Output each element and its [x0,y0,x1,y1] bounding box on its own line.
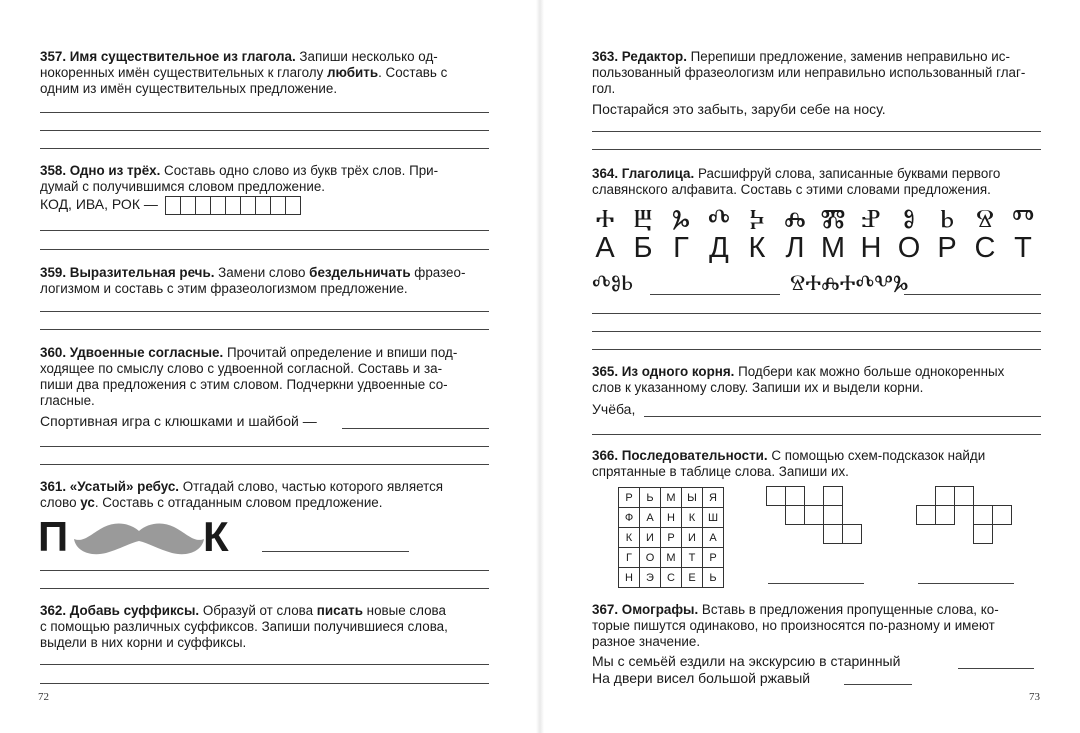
answer-line[interactable] [40,683,489,684]
answer-line[interactable] [40,249,489,250]
exercise-text: спрятанные в таблице слова. Запиши их. [592,464,849,479]
cyrillic-letter: К [748,232,766,264]
exercise-362 [40,603,489,651]
glagolitic-letter: Ⰽ [749,203,765,233]
letter-box[interactable] [240,196,256,215]
exercise-title: Редактор. [621,49,687,64]
exercise-363 [592,49,1041,97]
letter-boxes-row [40,196,301,215]
answer-blank[interactable] [918,583,1014,584]
cyrillic-letter: А [595,232,615,264]
letter-box[interactable] [165,196,181,215]
exercise-357 [40,49,489,97]
glagolitic-letter: Ⰴ [707,203,731,233]
glagolitic-row [586,203,1042,235]
exercise-text: пользованный фразеологизм или неправильно использованный глаг- [592,65,1026,80]
answer-blank[interactable] [342,428,489,429]
exercise-text: слов к указанному слову. Запиши их и выдели корни. [592,380,924,395]
grid-cell[interactable]: Ы [682,488,703,508]
root-word: Учёба, [592,401,636,417]
grid-cell[interactable]: А [703,528,724,548]
sentence-to-edit: Постарайся это забыть, заруби себе на носу. [592,101,886,117]
exercise-text: Составь одно слово из букв трёх слов. При- [160,163,439,178]
cyrillic-letter: О [897,232,921,264]
exercise-number: 359. [40,265,67,280]
sentence-1: Мы с семьёй ездили на экскурсию в старинный [592,653,901,669]
rebus-letter-right: К [203,513,229,560]
grid-cell[interactable]: А [640,508,661,528]
grid-row [619,528,724,548]
cyrillic-letter: Д [709,232,729,264]
grid-cell[interactable]: Р [703,548,724,568]
grid-cell[interactable]: Т [682,548,703,568]
exercise-title: Выразительная речь. [69,265,215,280]
answer-line[interactable] [40,230,489,231]
glagolitic-word-2: ⰔⰀⰎⰀⰄⰂⰃ [790,270,909,295]
exercise-360 [40,345,489,409]
glagolitic-letter: Ⰾ [784,203,806,233]
cyrillic-letter: Т [1014,232,1032,264]
answer-blank[interactable] [262,551,409,552]
letter-box[interactable] [270,196,286,215]
exercise-359 [40,265,489,297]
cyrillic-letter: Н [860,232,882,264]
exercise-title: Последовательности. [621,448,768,463]
answer-line[interactable] [592,313,1041,314]
grid-cell[interactable]: М [661,488,682,508]
exercise-number: 360. [40,345,67,360]
letter-box[interactable] [195,196,211,215]
exercise-text: фразео- [410,265,466,280]
answer-line[interactable] [40,664,489,665]
cyrillic-row [586,232,1042,265]
exercise-text: Запиши несколько од- [295,49,438,64]
letter-box[interactable] [255,196,271,215]
grid-cell[interactable]: К [682,508,703,528]
answer-line[interactable] [40,112,489,113]
answer-line[interactable] [40,148,489,149]
exercise-title: Удвоенные согласные. [69,345,224,360]
glagolitic-letter: Ⱃ [939,203,955,233]
key-word: бездельничать [309,265,411,280]
glagolitic-letter: Ⰳ [671,203,691,233]
grid-cell[interactable]: Э [640,568,661,588]
exercise-number: 361. [40,479,67,494]
grid-cell[interactable]: Ь [640,488,661,508]
exercise-text: С помощью схем-подсказок найди [767,448,986,463]
exercise-text: Расшифруй слова, записанные буквами первого [694,166,1001,181]
grid-row [619,568,724,588]
exercise-title: Из одного корня. [621,364,735,379]
exercise-number: 364. [592,166,619,181]
glagolitic-letter: Ⱀ [861,203,881,233]
exercise-366 [592,448,1041,480]
glagolitic-letter: Ⰰ [595,203,615,233]
answer-blank[interactable] [768,583,864,584]
cyrillic-letter: Л [785,232,805,264]
letter-box[interactable] [210,196,226,215]
exercise-text: логизмом и составь с этим фразеологизмом предложение. [40,281,408,296]
grid-cell[interactable]: Н [661,508,682,528]
grid-cell[interactable]: Е [682,568,703,588]
grid-cell[interactable]: С [661,568,682,588]
exercise-text: . Составь с [378,65,448,80]
exercise-title: Одно из трёх. [69,163,161,178]
page-number: 73 [1029,691,1040,703]
exercise-text: гол. [592,81,616,96]
letter-boxes[interactable] [166,196,301,215]
grid-cell[interactable]: Ф [619,508,640,528]
grid-row [619,488,724,508]
glagolitic-letter: Ⱅ [1012,203,1034,233]
exercise-title: Добавь суффиксы. [69,603,200,618]
exercise-text: Вставь в предложения пропущенные слова, ко- [698,602,999,617]
glagolitic-word-1: ⰄⰑⰓ [592,270,634,295]
exercise-text: выдели в них корни и суффиксы. [40,635,247,650]
exercise-text: думай с получившимся словом предложение. [40,179,326,194]
cyrillic-letter: М [820,232,846,264]
glagolitic-letter: Ⱁ [902,203,916,233]
exercise-number: 358. [40,163,67,178]
sentence-2: На двери висел большой ржавый [592,670,811,686]
exercise-text: Образуй от слова [199,603,317,618]
definition-label: Спортивная игра с клюшками и шайбой — [40,413,317,429]
grid-cell[interactable]: О [640,548,661,568]
exercise-358 [40,163,489,195]
grid-cell[interactable]: Г [619,548,640,568]
grid-cell[interactable]: Н [619,568,640,588]
exercise-text: нокоренных имён существительных к глаголу [40,65,328,80]
exercise-text: новые слова [362,603,446,618]
exercise-361 [40,479,489,511]
answer-line[interactable] [592,149,1041,150]
exercise-367 [592,602,1041,650]
grid-cell[interactable]: Я [703,488,724,508]
answer-blank[interactable] [844,684,912,685]
exercise-text: ходящее по смыслу слово с удвоенной согласной. Составь и за- [40,361,443,376]
exercise-text: разное значение. [592,634,701,649]
exercise-text: с помощью различных суффиксов. Запиши получившиеся слова, [40,619,448,634]
letter-grid [618,487,724,588]
exercise-number: 362. [40,603,67,618]
exercise-title: «Усатый» ребус. [69,479,180,494]
sequence-scheme-1 [766,486,866,548]
exercise-text: гласные. [40,393,95,408]
source-words: КОД, ИВА, РОК — [40,196,158,213]
answer-blank[interactable] [904,294,1041,295]
cyrillic-letter: С [974,232,996,264]
answer-line[interactable] [592,434,1041,435]
exercise-365 [592,364,1041,396]
exercise-text: Перепиши предложение, заменив неправильно ис- [686,49,1010,64]
answer-line[interactable] [592,331,1041,332]
grid-cell[interactable]: Ь [703,568,724,588]
cyrillic-letter: Б [633,232,653,264]
exercise-text: Подбери как можно больше однокоренных [734,364,1005,379]
exercise-title: Омографы. [621,602,699,617]
letter-box[interactable] [225,196,241,215]
exercise-number: 365. [592,364,619,379]
answer-line[interactable] [40,464,489,465]
key-word: ус [80,495,95,510]
exercise-text: торые пишутся одинаково, но произносятся по-разному и имеют [592,618,995,633]
grid-cell[interactable]: К [619,528,640,548]
answer-blank[interactable] [644,416,1041,417]
exercise-text: Замени слово [214,265,310,280]
letter-box[interactable] [285,196,301,215]
exercise-number: 366. [592,448,619,463]
mustache-icon [72,521,206,559]
exercise-number: 367. [592,602,619,617]
grid-cell[interactable]: Р [661,528,682,548]
answer-line[interactable] [40,311,489,312]
exercise-text: Прочитай определение и впиши под- [223,345,458,360]
exercise-text: Отгадай слово, частью которого является [179,479,444,494]
answer-blank[interactable] [958,668,1034,669]
answer-line[interactable] [40,130,489,131]
grid-row [619,508,724,528]
grid-row [619,548,724,568]
answer-line[interactable] [592,131,1041,132]
exercise-text: славянского алфавита. Составь с этими словами предложения. [592,182,991,197]
glagolitic-letter: Ⰿ [820,203,846,233]
exercise-text: одним из имён существительных предложение. [40,81,338,96]
right-page [540,0,1080,733]
exercise-364 [592,166,1041,198]
rebus-letter-left: П [38,513,69,560]
exercise-title: Глаголица. [621,166,695,181]
exercise-text: . Составь с отгаданным словом предложение. [94,495,383,510]
glagolitic-letter: Ⱄ [975,203,995,233]
grid-cell[interactable]: И [640,528,661,548]
exercise-number: 357. [40,49,67,64]
grid-cell[interactable]: Р [619,488,640,508]
cyrillic-letter: Р [937,232,957,264]
page-number: 72 [38,691,49,703]
answer-blank[interactable] [650,294,780,295]
exercise-text: слово [40,495,81,510]
letter-box[interactable] [180,196,196,215]
exercise-number: 363. [592,49,619,64]
exercise-text: пиши два предложения с этим словом. Подчеркни удвоенные со- [40,377,448,392]
grid-cell[interactable]: М [661,548,682,568]
grid-cell[interactable]: И [682,528,703,548]
answer-line[interactable] [40,446,489,447]
exercise-title: Имя существительное из глагола. [69,49,296,64]
answer-line[interactable] [40,588,489,589]
cyrillic-letter: Г [673,232,689,264]
answer-line[interactable] [40,570,489,571]
glagolitic-letter: Ⰱ [633,203,653,233]
key-word: писать [316,603,363,618]
key-word: любить [327,65,379,80]
answer-line[interactable] [40,329,489,330]
grid-cell[interactable]: Ш [703,508,724,528]
answer-line[interactable] [592,349,1041,350]
definition-text [40,413,317,429]
sequence-scheme-2 [916,486,1016,548]
